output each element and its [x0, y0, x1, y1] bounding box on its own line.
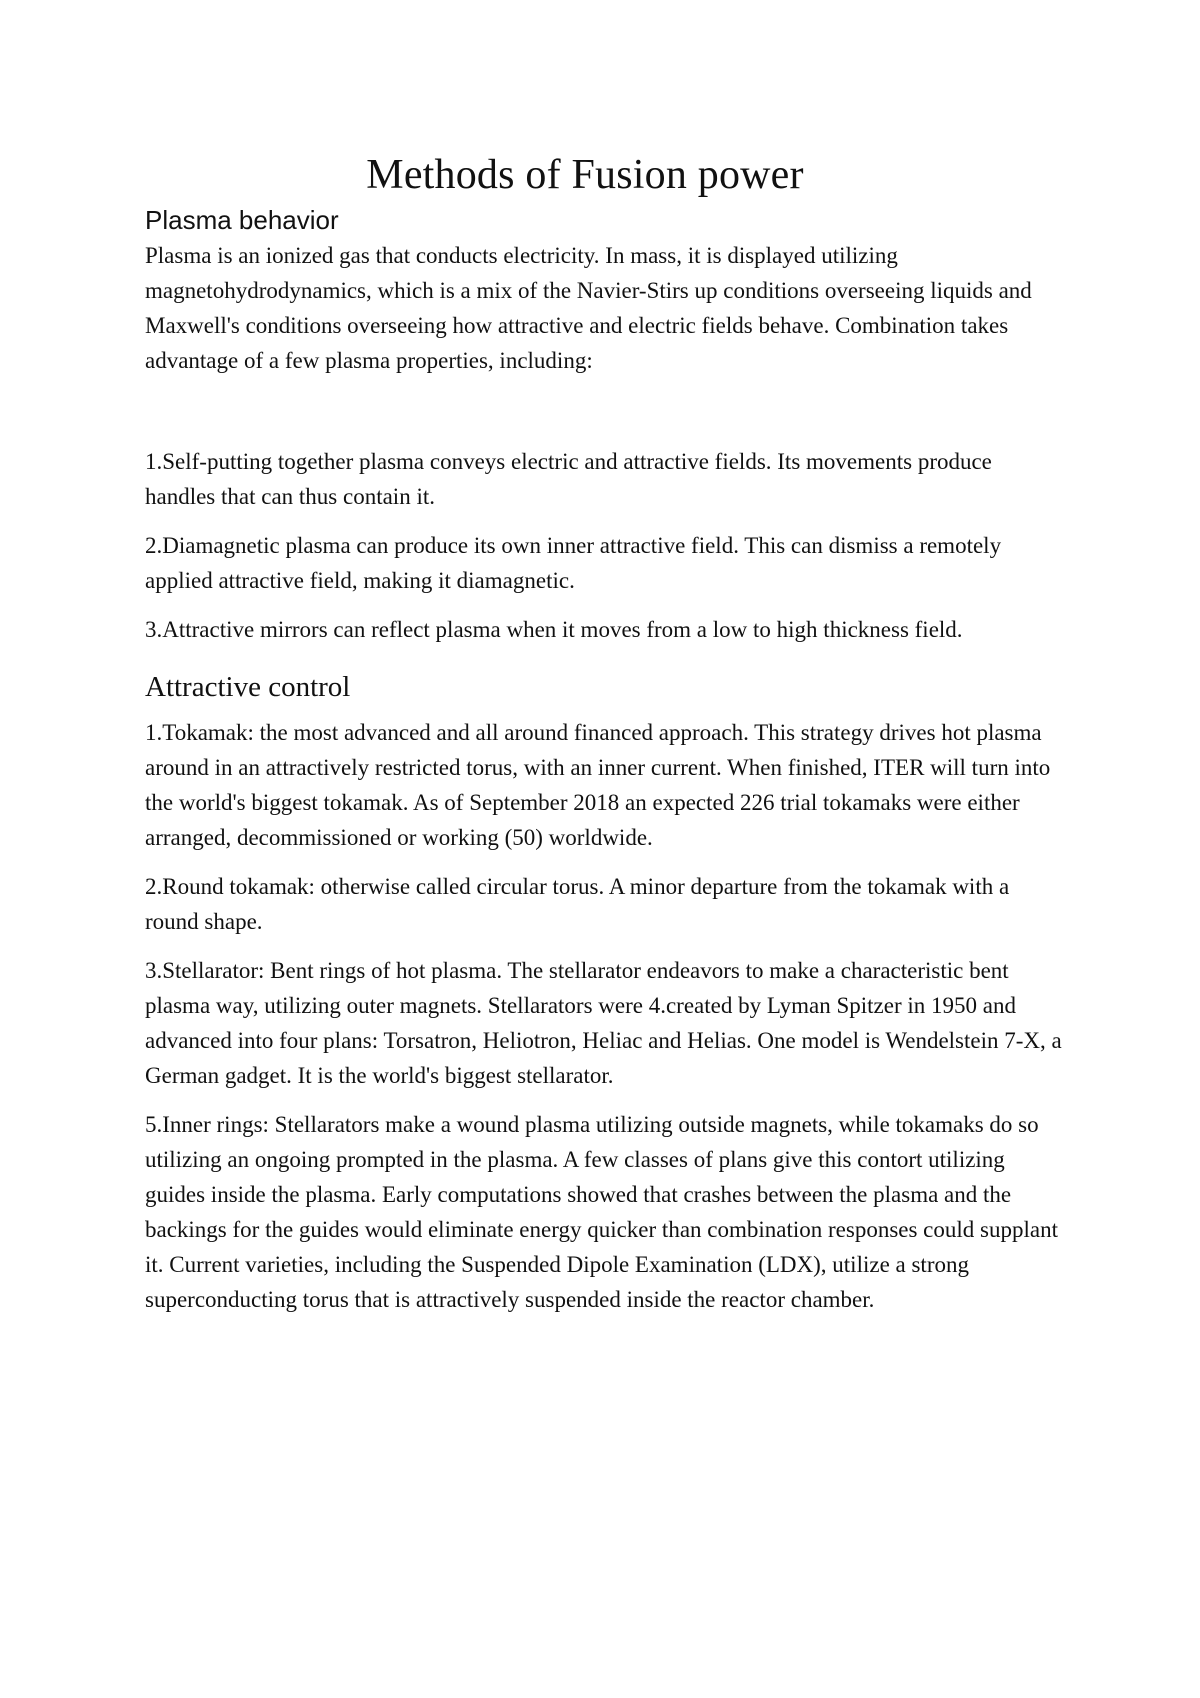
list-item: 3.Attractive mirrors can reflect plasma when it moves from a low to high thickness field. — [145, 617, 963, 642]
list-item: 3.Stellarator: Bent rings of hot plasma. The stellarator endeavors to make a characteristic bent plasma way, utilizing outer magnets. Stellarators were 4.created by Lyman Spitzer in 1950 and advanced into four plans: Torsatron, Heliotron, Heliac and Helias. One model is Wendelstein 7-X, a German gadget. It is the world's biggest stellarator. — [145, 958, 1062, 1088]
section-intro-paragraph: Plasma is an ionized gas that conducts electricity. In mass, it is displayed utilizing magnetohydrodynamics, which is a mix of the Navier-Stirs up conditions overseeing liquids and Maxwell's conditions overseeing how attractive and electric fields behave. Combination takes advantage of a few plasma properties, including: — [145, 243, 1032, 373]
list-item: 1.Tokamak: the most advanced and all around financed approach. This strategy drives hot plasma around in an attractively restricted torus, with an inner current. When finished, ITER will turn into the world's biggest tokamak. As of September 2018 an expected 226 trial tokamaks were either arranged, decommissioned or working (50) worldwide. — [145, 720, 1051, 850]
list-item: 5.Inner rings: Stellarators make a wound plasma utilizing outside magnets, while tokamaks do so utilizing an ongoing prompted in the plasma. A few classes of plans give this contort utilizing guides inside the plasma. Early computations showed that crashes between the plasma and the backings for the guides would eliminate energy quicker than combination responses could supplant it. Current varieties, including the Suspended Dipole Examination (LDX), utilize a strong superconducting torus that is attractively suspended inside the reactor chamber. — [145, 1112, 1058, 1312]
section-heading-plasma-behavior: Plasma behavior — [145, 205, 339, 235]
document-content — [145, 150, 1065, 1331]
document-title: Methods of Fusion power — [366, 152, 804, 198]
list-item: 2.Round tokamak: otherwise called circular torus. A minor departure from the tokamak with a round shape. — [145, 874, 1010, 934]
section-heading-attractive-control: Attractive control — [145, 671, 351, 703]
list-item: 2.Diamagnetic plasma can produce its own inner attractive field. This can dismiss a remotely applied attractive field, making it diamagnetic. — [145, 533, 1002, 593]
list-item: 1.Self-putting together plasma conveys electric and attractive fields. Its movements produce handles that can thus contain it. — [145, 449, 992, 509]
